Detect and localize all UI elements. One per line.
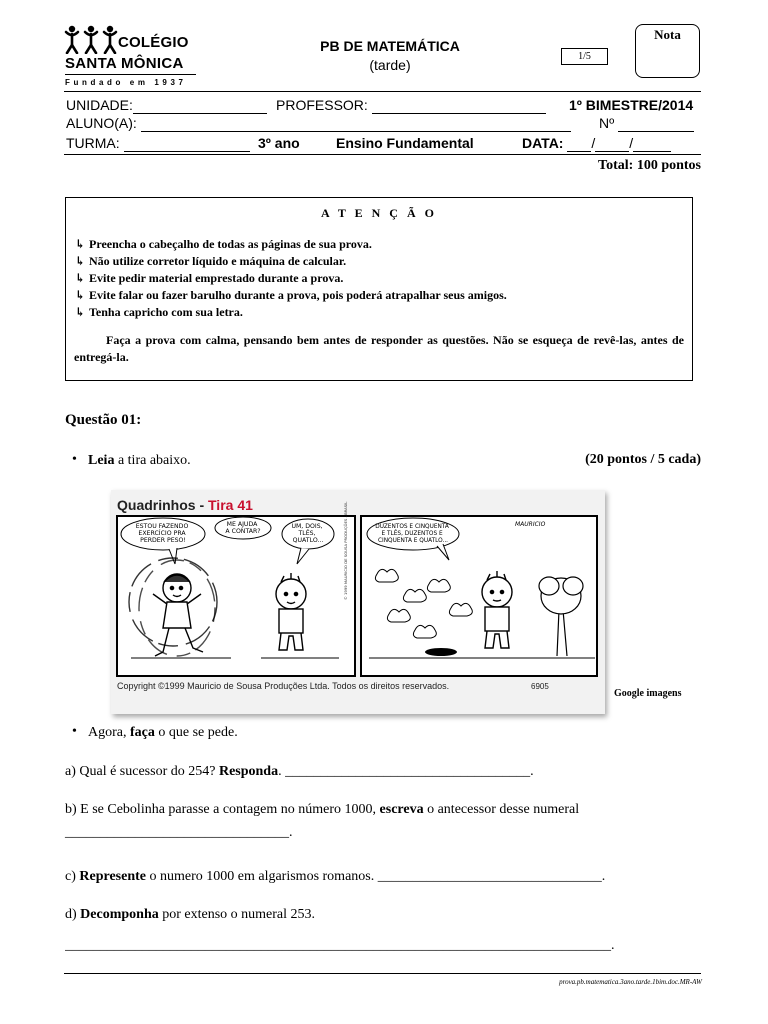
bullet-icon: • <box>72 724 77 739</box>
school-logo-icon <box>64 24 118 54</box>
school-logo <box>64 22 204 92</box>
turma-blank[interactable] <box>124 135 250 152</box>
footer-divider <box>64 973 701 974</box>
header-divider-top <box>64 91 701 92</box>
ensino-label: Ensino Fundamental <box>336 135 474 151</box>
attention-item: ↳ Tenha capricho com sua letra. <box>75 305 243 319</box>
question-a[interactable]: a) Qual é sucessor do 254? Responda. ___________________________________. <box>65 764 534 779</box>
aluno-blank[interactable] <box>141 115 571 132</box>
unidade-label: UNIDADE: <box>66 97 133 113</box>
bimestre-label: 1º BIMESTRE/2014 <box>569 97 694 113</box>
attention-item: ↳ Evite pedir material emprestado durante a prova. <box>75 271 344 285</box>
numero-label: Nº <box>599 115 615 131</box>
question-c[interactable]: c) Represente o numero 1000 em algarismos romanos. ________________________________. <box>65 869 606 884</box>
footer-filename: prova.pb.matematica.3ano.tarde.1bim.doc.MR-AW <box>559 978 702 986</box>
question-d: d) Decomponha por extenso o numeral 253. <box>65 907 316 922</box>
question-d-answer-line[interactable]: ______________________________________________________________________________. <box>65 938 615 953</box>
question-points: (20 pontos / 5 cada) <box>585 452 701 467</box>
numero-blank[interactable] <box>618 115 694 132</box>
numero-field[interactable] <box>599 115 694 132</box>
data-day-blank[interactable] <box>567 135 591 152</box>
arrow-icon: ↳ <box>75 237 86 251</box>
school-founded: Fundado em 1937 <box>65 78 187 87</box>
comic-copyright: Copyright ©1999 Mauricio de Sousa Produções Ltda. Todos os direitos reservados. <box>117 681 450 691</box>
unidade-field[interactable] <box>66 97 267 114</box>
question-b[interactable]: b) E se Cebolinha parasse a contagem no número 1000, escreva o antecessor desse numeral <box>65 802 580 817</box>
instruction-do: Agora, faça o que se pede. <box>88 725 238 740</box>
school-name-line2: SANTA MÔNICA <box>65 55 184 72</box>
comic-signature: MAURICIO <box>515 521 546 528</box>
comic-illustration <box>111 490 605 714</box>
question-title: Questão 01: <box>65 412 142 428</box>
exam-title: PB DE MATEMÁTICA <box>320 38 460 54</box>
exam-subtitle: (tarde) <box>369 57 411 73</box>
svg-text:ME AJUDA A CONTAR?: ME AJUDA A CONTAR? <box>225 521 261 535</box>
school-name-line1: COLÉGIO <box>118 34 189 51</box>
svg-text:UM, DOIS, TLÊS,: UM, DOIS, TLÊS, QUATLO... <box>291 523 324 544</box>
grade-box <box>635 24 700 78</box>
comic-side-credit: © 1999 MAURICIO DE SOUSA PRODUÇÕES - BRASIL <box>343 501 348 600</box>
data-month-blank[interactable] <box>595 135 629 152</box>
arrow-icon: ↳ <box>75 271 86 285</box>
comic-title: Quadrinhos - Tira 41 <box>117 497 253 513</box>
attention-box <box>65 197 693 381</box>
arrow-icon: ↳ <box>75 305 86 319</box>
ano-label: 3º ano <box>258 135 300 151</box>
attention-item: ↳ Preencha o cabeçalho de todas as páginas de sua prova. <box>75 237 372 251</box>
image-credit: Google imagens <box>614 688 682 699</box>
unidade-blank[interactable] <box>133 97 267 114</box>
attention-item: ↳ Evite falar ou fazer barulho durante a prova, pois poderá atrapalhar seus amigos. <box>75 288 507 302</box>
comic-code: 6905 <box>531 682 549 691</box>
header-divider-bottom <box>64 154 701 155</box>
logo-divider <box>65 74 196 75</box>
data-field[interactable]: DATA: / / <box>522 135 671 152</box>
question-b-answer-line[interactable]: ________________________________. <box>65 825 293 840</box>
svg-text:DUZENTOS E CINQUENTA E: DUZENTOS E CINQUENTA E TLÊS, DUZENTOS E CINQUENTA E QUATLO... <box>375 524 449 544</box>
comic-strip <box>111 490 605 714</box>
instruction-read: Leia a tira abaixo. <box>88 453 191 468</box>
professor-field[interactable] <box>276 97 546 114</box>
turma-label: TURMA: <box>66 135 120 151</box>
data-label: DATA: <box>522 135 564 151</box>
aluno-field[interactable] <box>66 115 571 132</box>
attention-item: ↳ Não utilize corretor líquido e máquina de calcular. <box>75 254 347 268</box>
svg-text:ESTOU FAZENDO EXERCÍCI: ESTOU FAZENDO EXERCÍCIO PRA PERDER PESO! <box>135 523 189 544</box>
professor-blank[interactable] <box>372 97 546 114</box>
attention-paragraph: Faça a prova com calma, pensando bem antes de responder as questões. Não se esqueça de revê-las, antes de entregá-la. <box>74 333 684 364</box>
ground-hole <box>425 648 457 656</box>
speech-balloon-2 <box>215 517 271 539</box>
turma-field[interactable] <box>66 135 250 152</box>
bullet-icon: • <box>72 452 77 467</box>
data-year-blank[interactable] <box>633 135 671 152</box>
aluno-label: ALUNO(A): <box>66 115 137 131</box>
page-number: 1/5 <box>561 48 608 65</box>
professor-label: PROFESSOR: <box>276 97 368 113</box>
attention-title: A T E N Ç Ã O <box>321 206 437 220</box>
arrow-icon: ↳ <box>75 254 86 268</box>
arrow-icon: ↳ <box>75 288 86 302</box>
grade-label: Nota <box>654 27 681 42</box>
total-points: Total: 100 pontos <box>598 158 701 173</box>
